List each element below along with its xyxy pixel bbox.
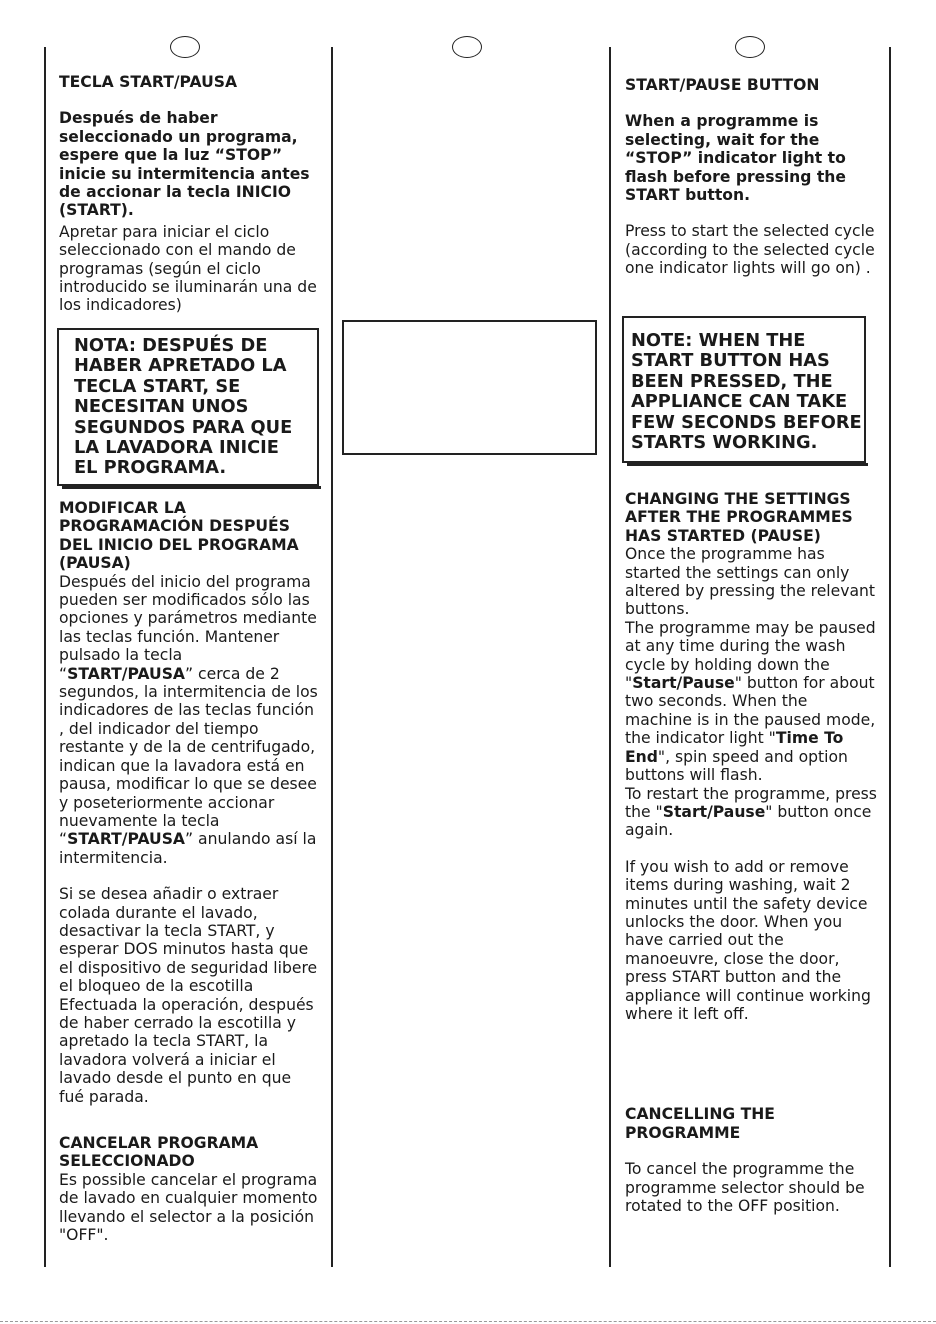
english-change-title: CHANGING THE SETTINGS AFTER THE PROGRAMMES HAS STARTED (PAUSE) [625, 490, 853, 545]
english-change-text-2b: " button for about two seconds. When the machine is in the paused mode, the indicator light " [625, 674, 876, 748]
spanish-note-box [57, 328, 319, 486]
spanish-note-text: NOTA: DESPUÉS DE HABER APRETADO LA TECLA START, SE NECESITAN UNOS SEGUNDOS PARA QUE LA LAVADORA INICIE EL PROGRAMA. [74, 335, 293, 479]
english-start-instructions: When a programme is selecting, wait for the “STOP” indicator light to flash before pressing the START button. [625, 112, 846, 205]
english-note-text: NOTE: WHEN THE START BUTTON HAS BEEN PRESSED, THE APPLIANCE CAN TAKE FEW SECONDS BEFORE STARTS WORKING. [631, 330, 862, 454]
spanish-modify-text-2: ” cerca de 2 segundos, la intermitencia de los indicadores de las teclas función , del indicador del tiempo restante y de la de centrifugado, indican que la lavadora está en pausa, modificar lo que se desee y poseteriormente accionar nuevamente la tecla “ [59, 664, 318, 849]
spanish-modify-body [59, 573, 321, 868]
spanish-modify-text-3: ” anulando así la intermitencia. [59, 830, 317, 867]
spanish-start-instructions: Después de haber seleccionado un programa, espere que la luz “STOP” inicie su intermitencia antes de accionar la tecla INICIO (START). [59, 109, 310, 220]
english-change-key-1: Start/Pause [632, 674, 735, 693]
spanish-start-description: Apretar para iniciar el ciclo seleccionado con el mando de programas (según el ciclo introducido se iluminarán una de los indicadores) [59, 222, 317, 315]
spanish-modify-key-2: START/PAUSA [67, 830, 186, 849]
spanish-modify-title: MODIFICAR LA PROGRAMACIÓN DESPUÉS DEL INICIO DEL PROGRAMA (PAUSA) [59, 499, 299, 573]
english-change-text-3b: " button once again. [625, 802, 872, 840]
spanish-start-title: TECLA START/PAUSA [59, 73, 238, 91]
english-change-text-2c: ", spin speed and option buttons will flash. [625, 747, 848, 785]
english-change-body-3 [625, 785, 877, 840]
column-divider-2 [609, 47, 611, 1267]
language-marker-middle [452, 36, 482, 58]
language-marker-english [735, 36, 765, 58]
left-border-line [44, 47, 46, 1267]
english-change-body-2 [625, 619, 877, 785]
right-border-line [889, 47, 891, 1267]
english-start-title: START/PAUSE BUTTON [625, 76, 820, 94]
spanish-column [59, 73, 321, 315]
language-marker-spanish [170, 36, 200, 58]
english-column [625, 76, 877, 278]
spanish-modify-text-1: Después del inicio del programa pueden ser modificados sólo las opciones y parámetros mediante las teclas función. Mantener pulsado la tecla “ [59, 572, 317, 683]
spanish-cancel-title: CANCELAR PROGRAMA SELECCIONADO [59, 1134, 259, 1171]
bottom-rule [0, 1321, 936, 1323]
english-change-text-3a: To restart the programme, press the " [625, 784, 877, 821]
english-change-key-2: Time To End [625, 729, 844, 766]
spanish-column-lower [59, 499, 321, 1244]
english-note-box [622, 316, 866, 463]
column-divider-1 [331, 47, 333, 1267]
english-change-key-3: Start/Pause [662, 802, 766, 821]
spanish-cancel-body: Es possible cancelar el programa de lavado en cualquier momento llevando el selector a la posición "OFF". [59, 1170, 318, 1245]
english-change-text-2a: The programme may be paused at any time during the wash cycle by holding down the " [625, 618, 876, 693]
english-start-description: Press to start the selected cycle (according to the selected cycle one indicator lights will go on) . [625, 222, 875, 278]
english-laundry-body: If you wish to add or remove items during washing, wait 2 minutes until the safety device unlocks the door. When you have carried out the manoeuvre, close the door, press START button and the appliance will continue working where it left off. [625, 857, 871, 1023]
english-change-body-1: Once the programme has started the settings can only altered by pressing the relevant buttons. [625, 545, 875, 619]
english-column-lower [625, 490, 877, 1215]
middle-empty-box [342, 320, 597, 455]
english-cancel-title: CANCELLING THE PROGRAMME [625, 1105, 775, 1142]
english-cancel-body: To cancel the programme the programme selector should be rotated to the OFF position. [625, 1160, 865, 1215]
spanish-modify-key-1: START/PAUSA [67, 664, 186, 683]
spanish-laundry-body: Si se desea añadir o extraer colada durante el lavado, desactivar la tecla START, y esperar DOS minutos hasta que el dispositivo de seguridad libere el bloqueo de la escotilla Efectuada la operación, después de haber cerrado la escotilla y apretado la tecla START, la lavadora volverá a iniciar el lavado desde el punto en que fué parada. [59, 885, 318, 1106]
